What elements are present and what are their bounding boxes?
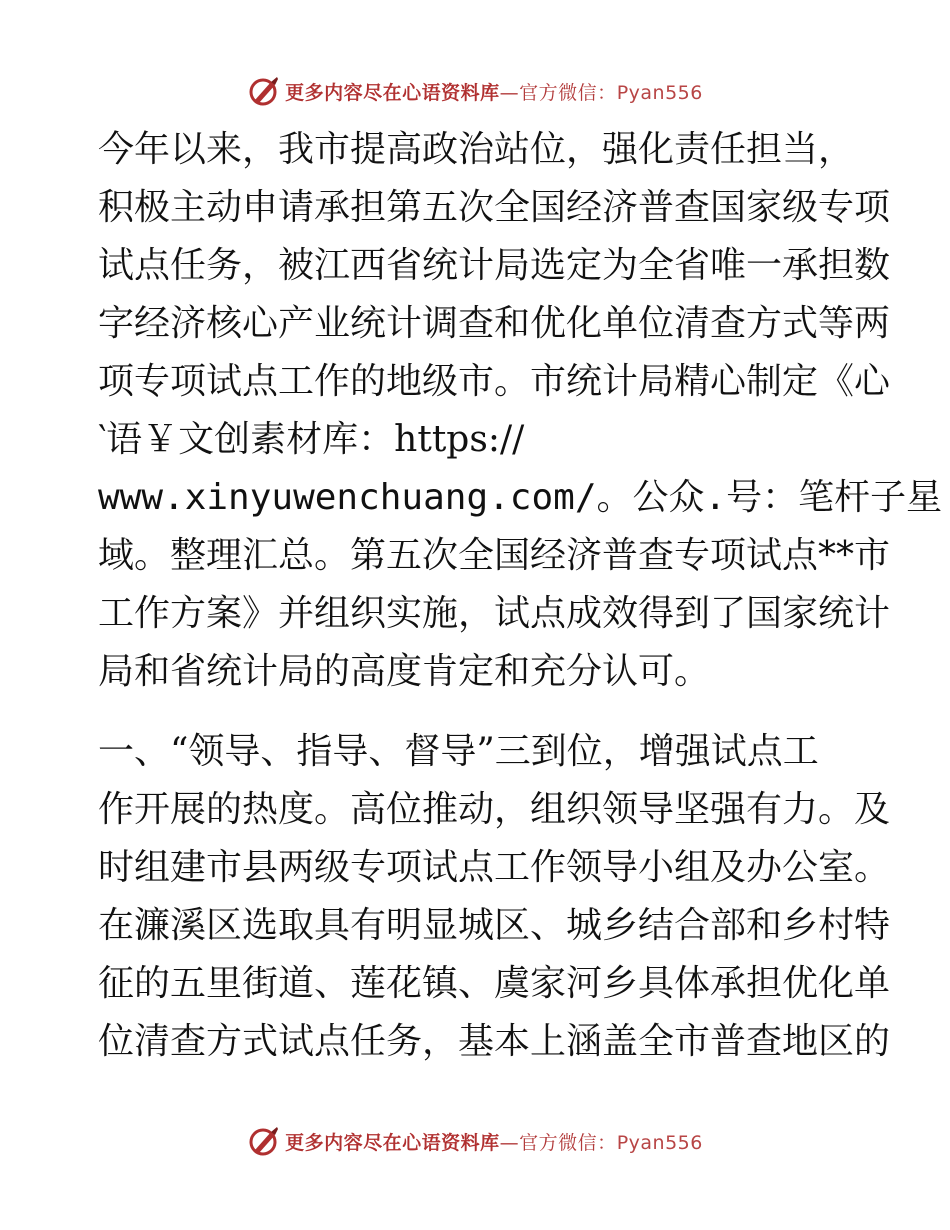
text-line: 今年以来，我市提高政治站位，强化责任担当， [98,129,855,170]
text-line: 域。整理汇总。第五次全国经济普查专项试点**市 [98,535,891,576]
text-line: 积极主动申请承担第五次全国经济普查国家级专项 [98,187,891,228]
text-line: 一、“领导、指导、督导”三到位，增强试点工 [98,731,819,772]
text-line: 时组建市县两级专项试点工作领导小组及办公室。 [98,847,891,888]
text-line: 试点任务，被江西省统计局选定为全省唯一承担数 [98,245,891,286]
paragraph-section-one [98,723,891,1071]
text-line: 征的五里街道、莲花镇、虞家河乡具体承担优化单 [98,963,891,1004]
document-body [98,121,943,1071]
text-line: 字经济核心产业统计调查和优化单位清查方式等两 [98,303,891,344]
text-line: 作开展的热度。高位推动，组织领导坚强有力。及 [98,789,891,830]
footer-watermark-banner [0,1121,950,1161]
header-watermark-banner [0,71,950,111]
text-line: 位清查方式试点任务，基本上涵盖全市普查地区的 [98,1021,891,1062]
text-line-url: www.xinyuwenchuang.com/。公众.号：笔杆子星 [98,477,943,518]
pen-logo-icon [247,1124,281,1158]
paragraph-intro [98,121,943,701]
text-line: ‵语￥文创素材库：https:// [98,419,525,460]
banner-text: 更多内容尽在心语资料库—官方微信：Pyan556 [285,1131,703,1154]
text-line: 工作方案》并组织实施，试点成效得到了国家统计 [98,593,891,634]
text-line: 在濂溪区选取具有明显城区、城乡结合部和乡村特 [98,905,891,946]
paragraph-gap [98,701,858,723]
pen-logo-icon [247,74,281,108]
banner-text: 更多内容尽在心语资料库—官方微信：Pyan556 [285,81,703,104]
text-line: 项专项试点工作的地级市。市统计局精心制定《心 [98,361,891,402]
text-line: 局和省统计局的高度肯定和充分认可。 [98,651,711,692]
